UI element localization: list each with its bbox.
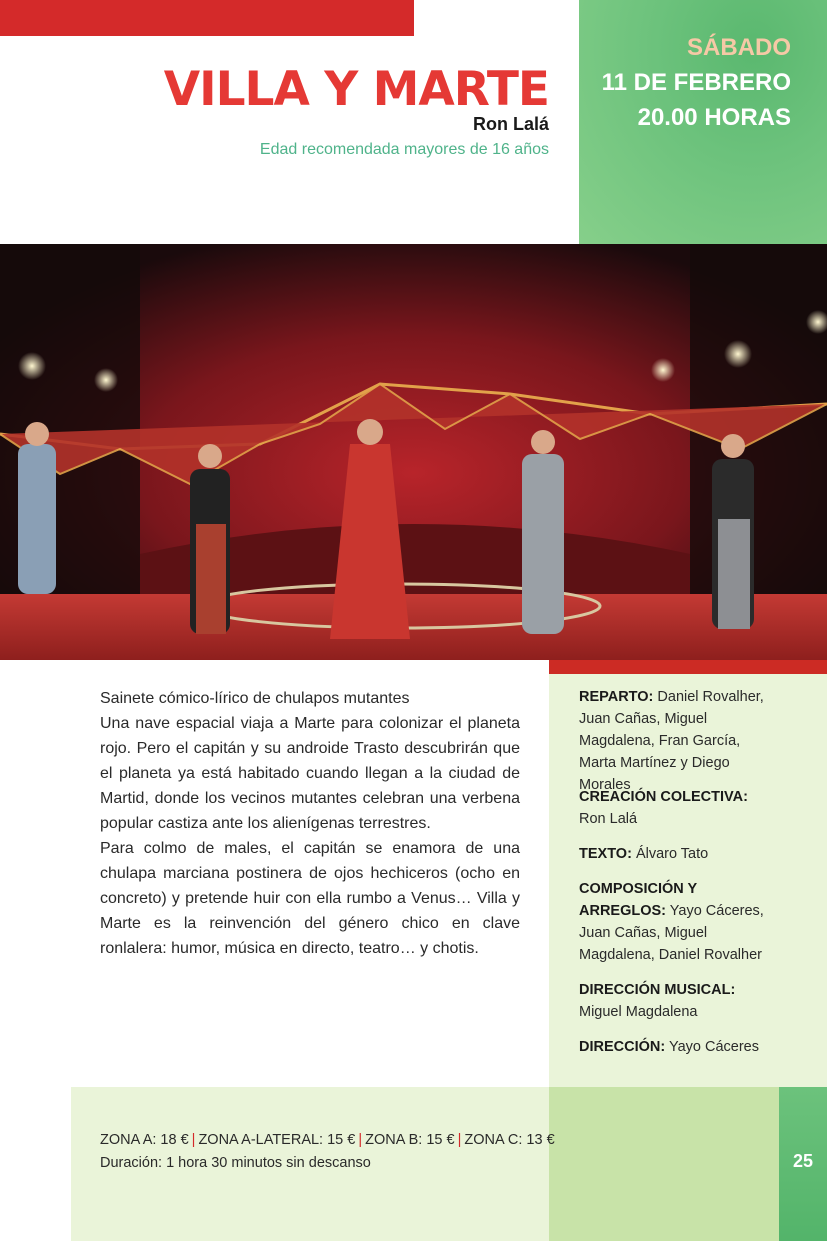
credit-value: Daniel Rovalher, Juan Cañas, Miguel Magdalena, Fran García, Marta Martínez y Diego Morales — [579, 689, 764, 793]
credit-music-direction — [579, 979, 769, 1023]
credit-label: TEXTO: — [579, 846, 632, 862]
credit-collective — [579, 786, 769, 830]
description-paragraph: Una nave espacial viaja a Marte para colonizar el planeta rojo. Pero el capitán y su androide Trasto descubrirán que el planeta ya está habitado cuando llegan a la ciudad de Martid, donde los vecinos mutantes celebran una verbena popular castiza ante los alienígenas terrestres. — [100, 715, 520, 832]
credit-direction — [579, 1036, 769, 1058]
credit-label: CREACIÓN COLECTIVA: — [579, 789, 748, 805]
stage-photo — [0, 244, 827, 660]
price-zone-c: ZONA C: 13 € — [464, 1132, 555, 1148]
credit-value: Miguel Magdalena — [579, 1004, 698, 1020]
credit-label: REPARTO: — [579, 689, 654, 705]
credit-label: COMPOSICIÓN Y ARREGLOS: — [579, 881, 697, 919]
price-separator: | — [358, 1132, 363, 1148]
top-red-stripe — [0, 0, 414, 36]
credit-label: DIRECCIÓN: — [579, 1039, 666, 1055]
credit-value: Yayo Cáceres — [668, 1039, 759, 1055]
price-separator: | — [191, 1132, 196, 1148]
page-number: 25 — [792, 1151, 814, 1171]
description-subtitle: Sainete cómico-lírico de chulapos mutantes — [100, 690, 410, 707]
page-title: VILLA Y MARTE — [163, 62, 549, 117]
event-date: 11 DE FEBRERO — [601, 69, 791, 96]
event-day: SÁBADO — [686, 34, 791, 61]
credit-composition — [579, 878, 769, 966]
bottom-accent-panel — [549, 1087, 779, 1241]
red-band — [549, 660, 827, 674]
credit-value: Yayo Cáceres, Juan Cañas, Miguel Magdalena, Daniel Rovalher — [579, 903, 764, 963]
credit-value: Álvaro Tato — [635, 846, 709, 862]
event-description — [100, 686, 520, 961]
ticket-prices — [100, 1132, 555, 1148]
credit-cast — [579, 686, 769, 796]
duration: Duración: 1 hora 30 minutos sin descanso — [100, 1155, 371, 1171]
page-number-tab — [779, 1087, 827, 1241]
company-name: Ron Lalá — [472, 114, 549, 134]
age-recommendation: Edad recomendada mayores de 16 años — [259, 141, 549, 158]
event-time: 20.00 HORAS — [637, 104, 791, 131]
price-zone-b: ZONA B: 15 € — [365, 1132, 455, 1148]
date-block — [579, 0, 827, 244]
price-zone-a: ZONA A: 18 € — [100, 1132, 189, 1148]
price-separator: | — [457, 1132, 462, 1148]
description-paragraph: Para colmo de males, el capitán se enamora de una chulapa marciana postinera de ojos hechiceros (ocho en concreto) y pretende huir con ella rumbo a Venus… Villa y Marte es la reinvención del género chico en clave ronlalera: humor, música en directo, teatro… y chotis. — [100, 840, 520, 957]
price-zone-a-lateral: ZONA A-LATERAL: 15 € — [198, 1132, 356, 1148]
credit-value: Ron Lalá — [579, 811, 638, 827]
credits-panel — [549, 674, 827, 1087]
credit-text — [579, 843, 769, 865]
credit-label: DIRECCIÓN MUSICAL: — [579, 982, 736, 998]
